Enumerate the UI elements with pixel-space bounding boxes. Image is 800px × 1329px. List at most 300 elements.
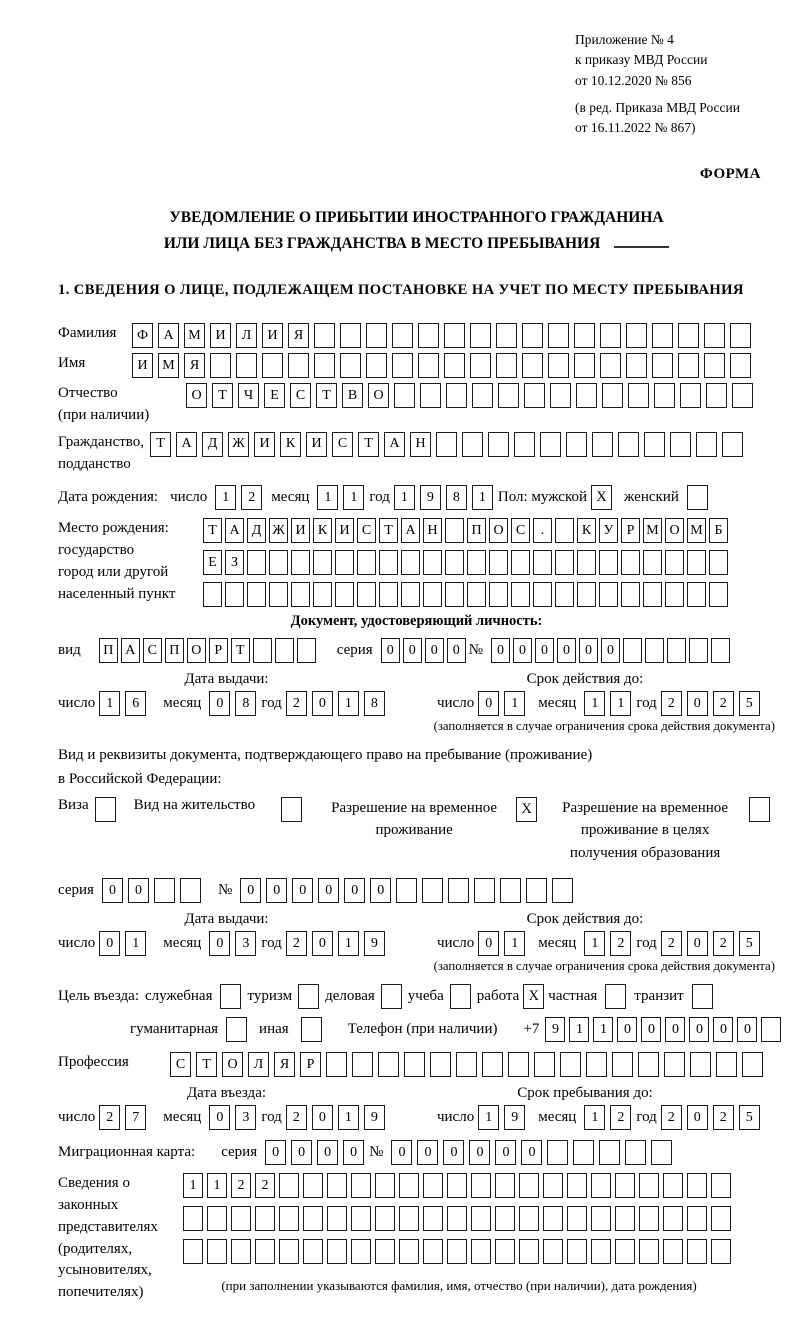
char-cell[interactable] [269, 582, 288, 607]
char-cell[interactable] [471, 1173, 491, 1198]
char-cell[interactable]: И [262, 323, 283, 348]
char-cell[interactable] [420, 383, 441, 408]
char-cell[interactable] [687, 582, 706, 607]
char-cell[interactable] [652, 353, 673, 378]
char-cell[interactable] [423, 582, 442, 607]
char-cell[interactable]: 3 [235, 1105, 256, 1130]
char-cell[interactable]: 6 [125, 691, 146, 716]
char-cell[interactable] [639, 1173, 659, 1198]
char-cell[interactable] [207, 1206, 227, 1231]
char-cell[interactable] [489, 550, 508, 575]
char-cell[interactable]: К [280, 432, 301, 457]
char-cell[interactable]: 0 [535, 638, 554, 663]
char-cell[interactable] [430, 1052, 451, 1077]
char-cell[interactable] [445, 550, 464, 575]
char-cell[interactable]: 1 [99, 691, 120, 716]
char-cell[interactable] [327, 1173, 347, 1198]
char-cell[interactable] [522, 353, 543, 378]
char-cell[interactable] [645, 638, 664, 663]
char-cell[interactable] [628, 383, 649, 408]
visa-checkbox[interactable] [95, 797, 116, 822]
char-cell[interactable] [423, 1206, 443, 1231]
char-cell[interactable] [667, 638, 686, 663]
char-cell[interactable]: Е [203, 550, 222, 575]
char-cell[interactable]: 0 [447, 638, 466, 663]
char-cell[interactable] [297, 638, 316, 663]
char-cell[interactable]: Ч [238, 383, 259, 408]
char-cell[interactable] [291, 582, 310, 607]
char-cell[interactable] [680, 383, 701, 408]
char-cell[interactable]: Т [379, 518, 398, 543]
char-cell[interactable]: 0 [102, 878, 123, 903]
char-cell[interactable] [548, 353, 569, 378]
char-cell[interactable] [577, 550, 596, 575]
char-cell[interactable] [547, 1140, 568, 1165]
char-cell[interactable]: 2 [231, 1173, 251, 1198]
char-cell[interactable] [326, 1052, 347, 1077]
char-cell[interactable] [247, 582, 266, 607]
char-cell[interactable] [313, 550, 332, 575]
char-cell[interactable] [533, 582, 552, 607]
char-cell[interactable]: У [599, 518, 618, 543]
char-cell[interactable]: Н [423, 518, 442, 543]
char-cell[interactable] [711, 1239, 731, 1264]
char-cell[interactable]: 1 [584, 1105, 605, 1130]
char-cell[interactable]: 2 [286, 931, 307, 956]
char-cell[interactable] [566, 432, 587, 457]
char-cell[interactable] [709, 550, 728, 575]
char-cell[interactable] [253, 638, 272, 663]
char-cell[interactable]: П [99, 638, 118, 663]
purpose-other-checkbox[interactable] [301, 1017, 322, 1042]
char-cell[interactable] [401, 582, 420, 607]
char-cell[interactable] [495, 1239, 515, 1264]
char-cell[interactable]: 0 [209, 1105, 230, 1130]
char-cell[interactable] [621, 550, 640, 575]
char-cell[interactable] [335, 550, 354, 575]
char-cell[interactable]: 2 [713, 1105, 734, 1130]
char-cell[interactable]: И [306, 432, 327, 457]
char-cell[interactable] [210, 353, 231, 378]
char-cell[interactable] [644, 432, 665, 457]
char-cell[interactable] [467, 550, 486, 575]
char-cell[interactable]: 9 [420, 485, 441, 510]
char-cell[interactable] [576, 383, 597, 408]
char-cell[interactable]: 0 [343, 1140, 364, 1165]
char-cell[interactable]: 0 [344, 878, 365, 903]
char-cell[interactable] [327, 1239, 347, 1264]
char-cell[interactable]: 2 [99, 1105, 120, 1130]
char-cell[interactable] [418, 323, 439, 348]
char-cell[interactable] [665, 550, 684, 575]
char-cell[interactable] [555, 550, 574, 575]
char-cell[interactable]: 8 [235, 691, 256, 716]
char-cell[interactable]: 1 [504, 691, 525, 716]
char-cell[interactable] [418, 353, 439, 378]
char-cell[interactable] [474, 878, 495, 903]
char-cell[interactable] [511, 550, 530, 575]
char-cell[interactable]: 3 [235, 931, 256, 956]
char-cell[interactable] [394, 383, 415, 408]
char-cell[interactable] [626, 353, 647, 378]
char-cell[interactable] [448, 878, 469, 903]
char-cell[interactable]: 1 [584, 931, 605, 956]
char-cell[interactable] [574, 353, 595, 378]
char-cell[interactable]: Р [300, 1052, 321, 1077]
char-cell[interactable] [706, 383, 727, 408]
char-cell[interactable]: Т [196, 1052, 217, 1077]
char-cell[interactable]: Л [236, 323, 257, 348]
char-cell[interactable]: 0 [495, 1140, 516, 1165]
char-cell[interactable]: 2 [286, 691, 307, 716]
char-cell[interactable] [690, 1052, 711, 1077]
char-cell[interactable] [599, 550, 618, 575]
char-cell[interactable]: 0 [665, 1017, 685, 1042]
char-cell[interactable] [592, 432, 613, 457]
purpose-work-checkbox[interactable]: X [523, 984, 544, 1009]
char-cell[interactable] [709, 582, 728, 607]
char-cell[interactable]: 1 [338, 931, 359, 956]
char-cell[interactable]: 1 [207, 1173, 227, 1198]
char-cell[interactable]: О [489, 518, 508, 543]
char-cell[interactable] [626, 323, 647, 348]
char-cell[interactable] [665, 582, 684, 607]
char-cell[interactable]: Б [709, 518, 728, 543]
char-cell[interactable]: Т [231, 638, 250, 663]
char-cell[interactable]: 1 [504, 931, 525, 956]
char-cell[interactable]: В [342, 383, 363, 408]
char-cell[interactable] [352, 1052, 373, 1077]
sex-male-checkbox[interactable]: X [591, 485, 612, 510]
char-cell[interactable]: Ф [132, 323, 153, 348]
char-cell[interactable] [586, 1052, 607, 1077]
char-cell[interactable]: К [577, 518, 596, 543]
char-cell[interactable]: 0 [403, 638, 422, 663]
char-cell[interactable] [335, 582, 354, 607]
char-cell[interactable] [730, 323, 751, 348]
temp-residence-edu-checkbox[interactable] [749, 797, 770, 822]
char-cell[interactable]: Н [410, 432, 431, 457]
char-cell[interactable] [519, 1239, 539, 1264]
char-cell[interactable] [423, 1173, 443, 1198]
char-cell[interactable] [555, 518, 574, 543]
char-cell[interactable] [711, 1173, 731, 1198]
char-cell[interactable]: . [533, 518, 552, 543]
char-cell[interactable]: 2 [241, 485, 262, 510]
char-cell[interactable]: А [401, 518, 420, 543]
char-cell[interactable] [379, 582, 398, 607]
char-cell[interactable] [445, 582, 464, 607]
char-cell[interactable]: 0 [312, 1105, 333, 1130]
char-cell[interactable]: 0 [713, 1017, 733, 1042]
char-cell[interactable]: 0 [425, 638, 444, 663]
char-cell[interactable]: 0 [443, 1140, 464, 1165]
char-cell[interactable] [444, 353, 465, 378]
char-cell[interactable] [314, 323, 335, 348]
char-cell[interactable] [401, 550, 420, 575]
char-cell[interactable]: 0 [370, 878, 391, 903]
char-cell[interactable] [255, 1206, 275, 1231]
char-cell[interactable] [500, 878, 521, 903]
char-cell[interactable]: 2 [661, 931, 682, 956]
char-cell[interactable] [722, 432, 743, 457]
char-cell[interactable] [472, 383, 493, 408]
char-cell[interactable]: 0 [579, 638, 598, 663]
char-cell[interactable] [470, 353, 491, 378]
char-cell[interactable] [496, 323, 517, 348]
char-cell[interactable]: М [687, 518, 706, 543]
purpose-humanitarian-checkbox[interactable] [226, 1017, 247, 1042]
char-cell[interactable]: К [313, 518, 332, 543]
char-cell[interactable] [567, 1206, 587, 1231]
char-cell[interactable] [399, 1173, 419, 1198]
char-cell[interactable]: 0 [265, 1140, 286, 1165]
char-cell[interactable]: 2 [610, 931, 631, 956]
char-cell[interactable]: 1 [215, 485, 236, 510]
char-cell[interactable] [599, 1140, 620, 1165]
char-cell[interactable]: П [165, 638, 184, 663]
char-cell[interactable]: Т [212, 383, 233, 408]
char-cell[interactable]: С [332, 432, 353, 457]
char-cell[interactable] [340, 353, 361, 378]
char-cell[interactable] [643, 550, 662, 575]
purpose-transit-checkbox[interactable] [692, 984, 713, 1009]
char-cell[interactable]: А [121, 638, 140, 663]
char-cell[interactable] [357, 550, 376, 575]
char-cell[interactable]: 0 [381, 638, 400, 663]
char-cell[interactable] [269, 550, 288, 575]
char-cell[interactable] [404, 1052, 425, 1077]
char-cell[interactable] [279, 1206, 299, 1231]
char-cell[interactable] [399, 1206, 419, 1231]
char-cell[interactable] [567, 1239, 587, 1264]
char-cell[interactable]: 1 [394, 485, 415, 510]
char-cell[interactable]: П [467, 518, 486, 543]
char-cell[interactable] [533, 550, 552, 575]
purpose-business-checkbox[interactable] [381, 984, 402, 1009]
char-cell[interactable]: 1 [317, 485, 338, 510]
char-cell[interactable] [482, 1052, 503, 1077]
char-cell[interactable]: А [225, 518, 244, 543]
char-cell[interactable]: 0 [641, 1017, 661, 1042]
char-cell[interactable]: О [187, 638, 206, 663]
char-cell[interactable]: Ж [269, 518, 288, 543]
char-cell[interactable]: 0 [513, 638, 532, 663]
char-cell[interactable] [231, 1206, 251, 1231]
char-cell[interactable] [445, 518, 464, 543]
temp-residence-checkbox[interactable]: X [516, 797, 537, 822]
char-cell[interactable] [600, 323, 621, 348]
char-cell[interactable] [303, 1239, 323, 1264]
char-cell[interactable]: 1 [338, 691, 359, 716]
char-cell[interactable]: 0 [99, 931, 120, 956]
char-cell[interactable]: Я [288, 323, 309, 348]
char-cell[interactable]: 0 [417, 1140, 438, 1165]
char-cell[interactable]: 1 [584, 691, 605, 716]
char-cell[interactable] [303, 1206, 323, 1231]
char-cell[interactable] [495, 1173, 515, 1198]
char-cell[interactable]: 5 [739, 1105, 760, 1130]
char-cell[interactable]: Т [358, 432, 379, 457]
char-cell[interactable] [203, 582, 222, 607]
char-cell[interactable]: З [225, 550, 244, 575]
char-cell[interactable] [524, 383, 545, 408]
char-cell[interactable]: 1 [610, 691, 631, 716]
char-cell[interactable]: 0 [737, 1017, 757, 1042]
char-cell[interactable]: И [254, 432, 275, 457]
char-cell[interactable] [600, 353, 621, 378]
char-cell[interactable] [567, 1173, 587, 1198]
char-cell[interactable] [687, 1206, 707, 1231]
char-cell[interactable]: 1 [343, 485, 364, 510]
char-cell[interactable] [366, 353, 387, 378]
char-cell[interactable]: 0 [617, 1017, 637, 1042]
char-cell[interactable]: Т [316, 383, 337, 408]
char-cell[interactable]: 2 [713, 931, 734, 956]
char-cell[interactable]: М [158, 353, 179, 378]
char-cell[interactable] [761, 1017, 781, 1042]
char-cell[interactable]: 0 [687, 691, 708, 716]
char-cell[interactable] [625, 1140, 646, 1165]
char-cell[interactable]: 0 [557, 638, 576, 663]
char-cell[interactable] [279, 1239, 299, 1264]
char-cell[interactable] [732, 383, 753, 408]
char-cell[interactable] [678, 323, 699, 348]
char-cell[interactable]: 1 [569, 1017, 589, 1042]
char-cell[interactable] [573, 1140, 594, 1165]
char-cell[interactable] [423, 550, 442, 575]
char-cell[interactable]: 0 [209, 691, 230, 716]
char-cell[interactable] [183, 1206, 203, 1231]
sex-female-checkbox[interactable] [687, 485, 708, 510]
char-cell[interactable] [236, 353, 257, 378]
char-cell[interactable]: 0 [521, 1140, 542, 1165]
char-cell[interactable]: 7 [125, 1105, 146, 1130]
char-cell[interactable] [471, 1206, 491, 1231]
char-cell[interactable]: 2 [661, 691, 682, 716]
char-cell[interactable] [255, 1239, 275, 1264]
char-cell[interactable] [366, 323, 387, 348]
char-cell[interactable]: 0 [312, 691, 333, 716]
char-cell[interactable] [540, 432, 561, 457]
char-cell[interactable] [651, 1140, 672, 1165]
char-cell[interactable] [716, 1052, 737, 1077]
char-cell[interactable] [643, 582, 662, 607]
char-cell[interactable] [555, 582, 574, 607]
char-cell[interactable]: Д [202, 432, 223, 457]
char-cell[interactable] [543, 1239, 563, 1264]
char-cell[interactable] [615, 1239, 635, 1264]
char-cell[interactable]: Д [247, 518, 266, 543]
char-cell[interactable]: 9 [504, 1105, 525, 1130]
char-cell[interactable] [687, 1239, 707, 1264]
char-cell[interactable] [470, 323, 491, 348]
char-cell[interactable]: С [170, 1052, 191, 1077]
char-cell[interactable] [560, 1052, 581, 1077]
char-cell[interactable]: А [176, 432, 197, 457]
char-cell[interactable]: М [184, 323, 205, 348]
char-cell[interactable]: 2 [661, 1105, 682, 1130]
char-cell[interactable]: И [210, 323, 231, 348]
char-cell[interactable] [423, 1239, 443, 1264]
char-cell[interactable] [615, 1173, 635, 1198]
char-cell[interactable]: О [186, 383, 207, 408]
char-cell[interactable] [154, 878, 175, 903]
char-cell[interactable] [351, 1239, 371, 1264]
char-cell[interactable] [375, 1239, 395, 1264]
char-cell[interactable] [519, 1206, 539, 1231]
char-cell[interactable]: И [132, 353, 153, 378]
char-cell[interactable] [618, 432, 639, 457]
purpose-private-checkbox[interactable] [605, 984, 626, 1009]
char-cell[interactable] [489, 582, 508, 607]
char-cell[interactable]: Ж [228, 432, 249, 457]
char-cell[interactable] [288, 353, 309, 378]
char-cell[interactable]: И [291, 518, 310, 543]
char-cell[interactable] [495, 1206, 515, 1231]
char-cell[interactable] [663, 1173, 683, 1198]
char-cell[interactable] [550, 383, 571, 408]
char-cell[interactable]: 1 [593, 1017, 613, 1042]
char-cell[interactable]: 0 [317, 1140, 338, 1165]
char-cell[interactable] [231, 1239, 251, 1264]
char-cell[interactable] [471, 1239, 491, 1264]
char-cell[interactable]: Я [274, 1052, 295, 1077]
char-cell[interactable] [357, 582, 376, 607]
char-cell[interactable] [447, 1173, 467, 1198]
char-cell[interactable] [663, 1239, 683, 1264]
char-cell[interactable] [375, 1206, 395, 1231]
char-cell[interactable]: 9 [545, 1017, 565, 1042]
char-cell[interactable] [654, 383, 675, 408]
char-cell[interactable] [422, 878, 443, 903]
char-cell[interactable] [498, 383, 519, 408]
char-cell[interactable] [612, 1052, 633, 1077]
char-cell[interactable] [447, 1239, 467, 1264]
char-cell[interactable] [543, 1173, 563, 1198]
char-cell[interactable] [488, 432, 509, 457]
char-cell[interactable] [711, 638, 730, 663]
char-cell[interactable]: 1 [183, 1173, 203, 1198]
char-cell[interactable] [340, 323, 361, 348]
char-cell[interactable] [351, 1206, 371, 1231]
char-cell[interactable] [314, 353, 335, 378]
char-cell[interactable] [375, 1173, 395, 1198]
char-cell[interactable]: 8 [446, 485, 467, 510]
char-cell[interactable]: С [290, 383, 311, 408]
char-cell[interactable]: 0 [291, 1140, 312, 1165]
char-cell[interactable] [351, 1173, 371, 1198]
char-cell[interactable]: И [335, 518, 354, 543]
char-cell[interactable]: 1 [472, 485, 493, 510]
char-cell[interactable] [444, 323, 465, 348]
char-cell[interactable] [742, 1052, 763, 1077]
char-cell[interactable] [678, 353, 699, 378]
char-cell[interactable] [526, 878, 547, 903]
char-cell[interactable] [670, 432, 691, 457]
char-cell[interactable]: 2 [610, 1105, 631, 1130]
char-cell[interactable]: 1 [125, 931, 146, 956]
char-cell[interactable]: 0 [601, 638, 620, 663]
char-cell[interactable] [514, 432, 535, 457]
char-cell[interactable]: 0 [689, 1017, 709, 1042]
char-cell[interactable]: 0 [312, 931, 333, 956]
char-cell[interactable]: 0 [491, 638, 510, 663]
char-cell[interactable] [704, 323, 725, 348]
char-cell[interactable] [687, 1173, 707, 1198]
purpose-tourism-checkbox[interactable] [298, 984, 319, 1009]
char-cell[interactable]: О [368, 383, 389, 408]
